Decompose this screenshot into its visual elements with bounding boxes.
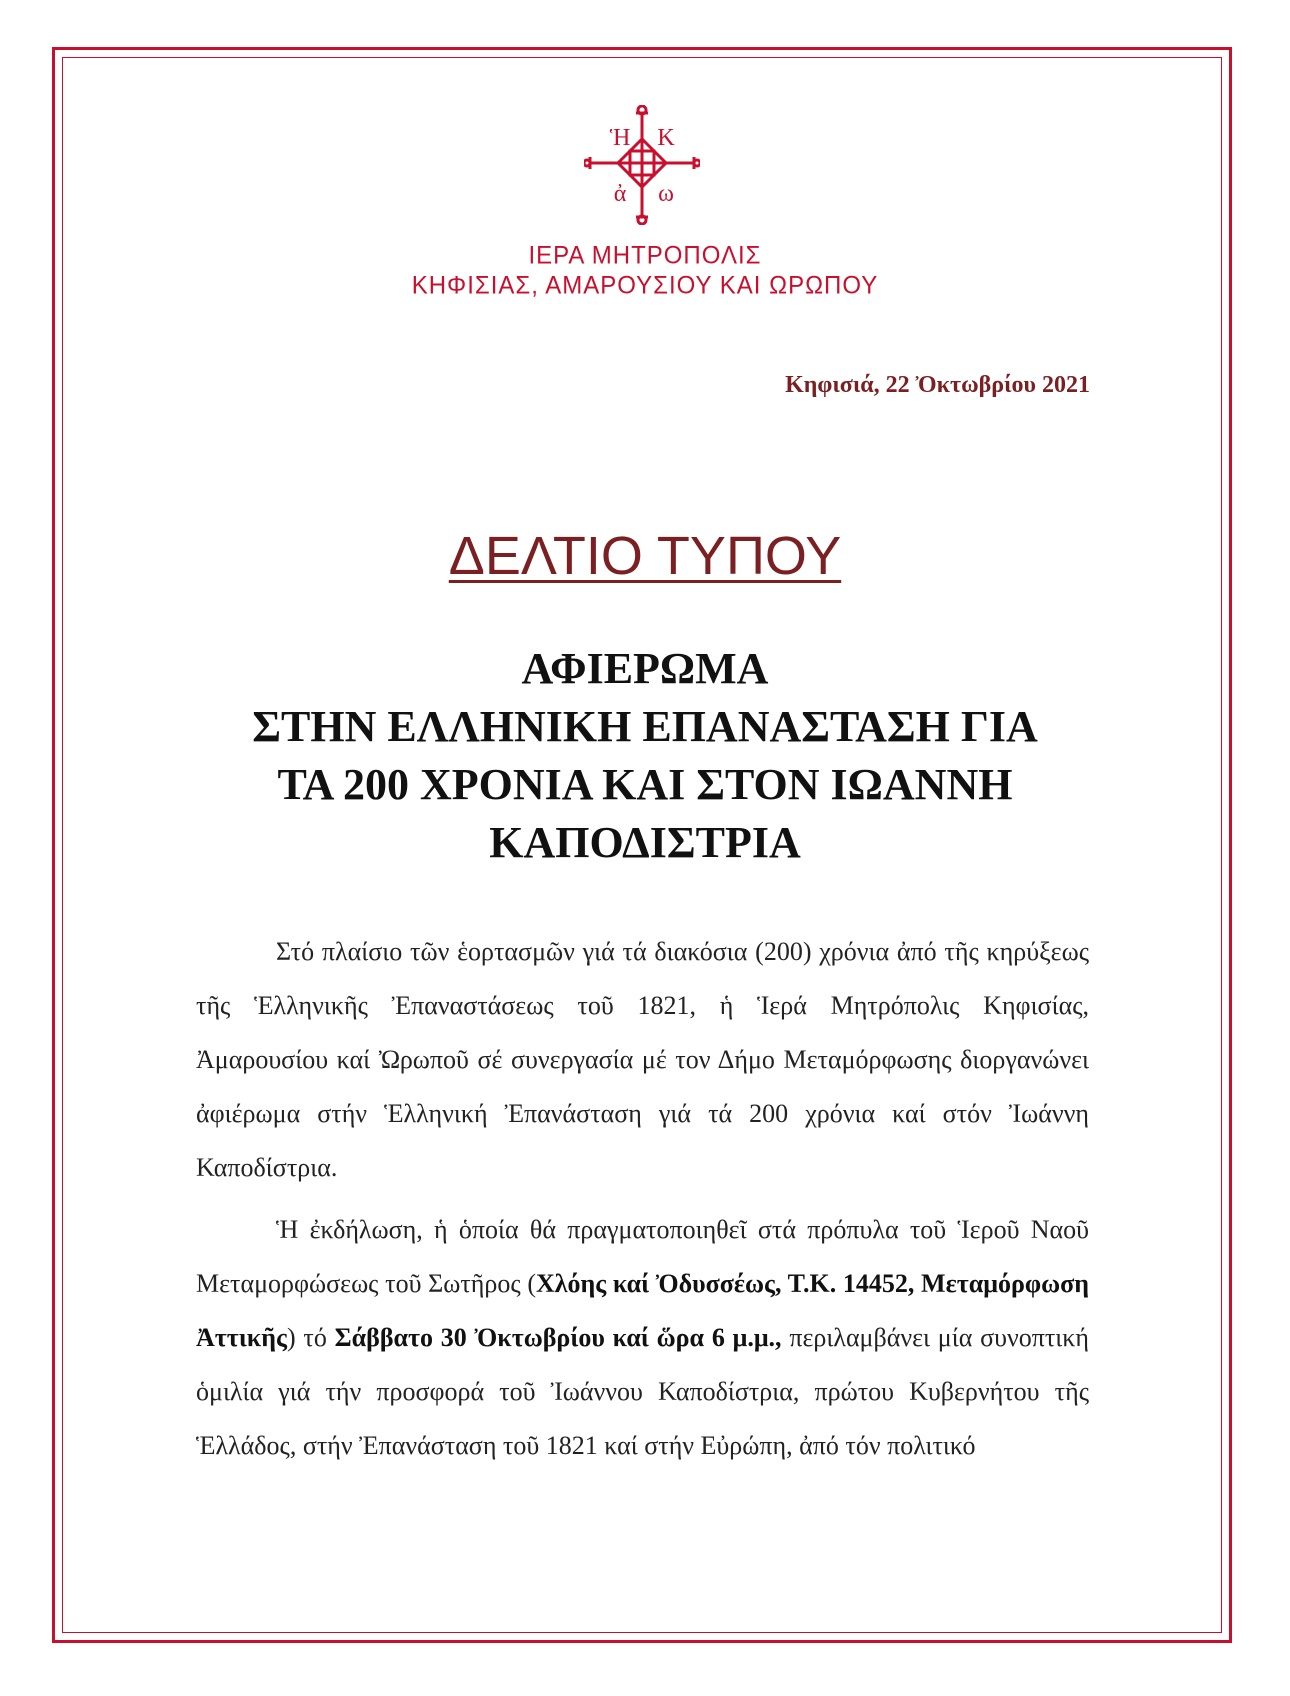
title-line-4: ΚΑΠΟΔΙΣΤΡΙΑ <box>489 818 801 867</box>
press-release-heading: ΔΕΛΤΙΟ ΤΥΠΟΥ <box>448 526 842 586</box>
paragraph-2-text-a: Ἡ ἐκδήλωση, ἡ ὁποία θά πραγματοποιηθεῖ στά πρόπυλα τοῦ Ἱεροῦ Ναοῦ Μεταμορφώσεως τοῦ Σωτῆρος ( <box>196 1215 1089 1298</box>
paragraph-2-text-b: ) τό <box>286 1323 335 1352</box>
title-line-2: ΣΤΗΝ ΕΛΛΗΝΙΚΗ ΕΠΑΝΑΣΤΑΣΗ ΓΙΑ <box>252 702 1038 751</box>
logo-letter-4: ω <box>658 181 674 207</box>
org-name-line2: ΚΗΦΙΣΙΑΣ, ΑΜΑΡΟΥΣΙΟΥ ΚΑΙ ΩΡΩΠΟΥ <box>411 271 879 300</box>
title-line-3: ΤΑ 200 ΧΡΟΝΙΑ ΚΑΙ ΣΤΟΝ ΙΩΑΝΝΗ <box>277 760 1013 809</box>
paragraph-2-text-c: περιλαμβάνει μία συνοπτική ὁμιλία γιά τήν προσφορά τοῦ Ἰωάννου Καποδίστρια, πρώτου Κυβερνήτου τῆς Ἑλλάδος, στήν Ἐπανάσταση τοῦ 1821 καί στήν Εὐρώπη, ἀπό τόν πολιτικό <box>196 1323 1089 1460</box>
document-title <box>140 640 1150 872</box>
logo-letter-2: Κ <box>657 125 675 151</box>
org-name-line1: ΙΕΡΑ ΜΗΤΡΟΠΟΛΙΣ <box>528 241 762 270</box>
event-datetime: Σάββατο 30 Ὀκτωβρίου καί ὥρα 6 μ.μ., <box>334 1323 782 1352</box>
document-date: Κηφισιά, 22 Ὀκτωβρίου 2021 <box>785 372 1090 398</box>
logo-letter-3: ἀ <box>613 181 627 207</box>
paragraph-2 <box>196 1203 1089 1473</box>
paragraph-1: Στό πλαίσιο τῶν ἑορτασμῶν γιά τά διακόσια (200) χρόνια ἀπό τῆς κηρύξεως τῆς Ἑλληνικῆς Ἐπαναστάσεως τοῦ 1821, ἡ Ἱερά Μητρόπολις Κηφισίας, Ἀμαρουσίου καί Ὠρωποῦ σέ συνεργασία μέ τον Δήμο Μεταμόρφωσης διοργανώνει ἀφιέρωμα στήν Ἑλληνική Ἐπανάσταση γιά τά 200 χρόνια καί στόν Ἰωάννη Καποδίστρια. <box>196 937 1089 1182</box>
title-line-1: ΑΦΙΕΡΩΜΑ <box>521 644 769 693</box>
logo-letter-1: Ἡ <box>609 125 631 151</box>
cross-emblem-icon <box>584 105 700 225</box>
event-address: Χλόης καί Ὀδυσσέως, Τ.Κ. 14452, Μεταμόρφωση Ἀττικῆς <box>196 1269 1089 1352</box>
